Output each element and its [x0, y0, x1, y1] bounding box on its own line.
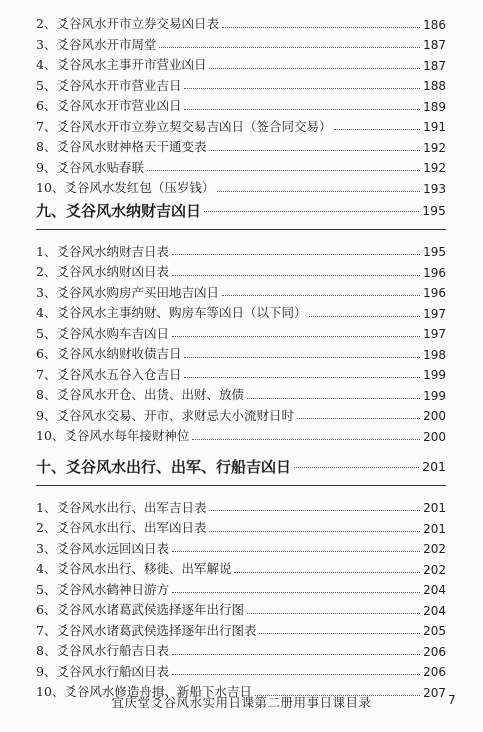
toc-entry-page: 206 [423, 644, 446, 659]
toc-entry-page: 199 [423, 388, 446, 403]
toc-entry-title: 1、爻谷风水出行、出军吉日表 [36, 499, 207, 515]
toc-entry-title: 10、爻谷风水发红包（压岁钱） [36, 180, 215, 195]
toc-entry-title: 3、爻谷风水购房产买田地吉凶日 [36, 284, 219, 300]
toc-entry[interactable] [36, 422, 446, 443]
toc-entry[interactable] [36, 113, 446, 134]
toc-entry[interactable] [36, 31, 446, 52]
section-heading-10[interactable] [36, 451, 446, 486]
toc-entry-title: 5、爻谷风水鹤神日游方 [36, 581, 169, 597]
toc-entry[interactable] [36, 361, 446, 382]
toc-entry-title: 6、爻谷风水诸葛武侯选择逐年出行图 [36, 602, 244, 617]
dot-leader [184, 357, 420, 358]
toc-entry-page: 207 [423, 685, 446, 700]
toc-entry[interactable] [36, 10, 446, 31]
toc-entry-page: 187 [423, 58, 446, 73]
dot-leader [192, 439, 420, 440]
toc-entry-title: 6、爻谷风水纳财收债吉日 [36, 346, 182, 361]
dot-leader [209, 68, 420, 69]
toc-entry[interactable] [36, 596, 446, 617]
toc-entry-title: 4、爻谷风水主事纳财、购房车等凶日（以下同） [36, 305, 307, 320]
toc-entry-title: 9、爻谷风水贴春联 [36, 159, 144, 175]
toc-entry-page: 200 [423, 409, 446, 423]
toc-entry-page: 192 [423, 161, 446, 175]
dot-leader [159, 47, 420, 48]
toc-entry[interactable] [36, 555, 446, 576]
dot-leader [222, 295, 420, 296]
dot-leader [259, 633, 420, 634]
section-heading-9[interactable] [36, 195, 446, 230]
table-of-contents [36, 10, 446, 699]
toc-entry-title: 5、爻谷风水开市营业吉日 [36, 77, 182, 93]
dot-leader [172, 674, 420, 675]
toc-entry[interactable] [36, 494, 446, 515]
toc-entry-title: 2、爻谷风水纳财凶日表 [36, 264, 169, 279]
toc-entry-title: 4、爻谷风水主事开市营业凶日 [36, 57, 207, 72]
toc-entry[interactable] [36, 258, 446, 279]
toc-entry-page: 196 [423, 286, 446, 300]
dot-leader [172, 551, 420, 552]
toc-entry-page: 197 [423, 306, 446, 321]
toc-entry[interactable] [36, 658, 446, 679]
toc-entry-page: 195 [423, 245, 446, 259]
toc-entry-page: 205 [423, 624, 446, 638]
section-page: 201 [422, 459, 446, 475]
toc-entry-page: 201 [423, 501, 446, 515]
dot-leader [309, 316, 420, 317]
toc-entry-page: 204 [423, 583, 446, 597]
dot-leader [172, 254, 420, 255]
section-title: 十、爻谷风水出行、出军、行船吉凶日 [36, 458, 292, 476]
toc-entry-title: 2、爻谷风水出行、出军凶日表 [36, 520, 207, 535]
toc-entry-title: 8、爻谷风水开仓、出货、出财、放债 [36, 387, 244, 402]
toc-group-section-9 [36, 238, 446, 443]
dot-leader [172, 592, 420, 593]
toc-entry[interactable] [36, 92, 446, 113]
toc-entry-page: 199 [423, 368, 446, 382]
toc-entry-page: 196 [423, 265, 446, 280]
toc-entry-page: 191 [423, 120, 446, 134]
toc-entry[interactable] [36, 514, 446, 535]
toc-entry-page: 204 [423, 603, 446, 618]
toc-entry-title: 7、爻谷风水五谷入仓吉日 [36, 366, 182, 382]
toc-entry-title: 7、爻谷风水开市立券立契交易吉凶日（签合同交易） [36, 118, 332, 134]
dot-leader [184, 88, 420, 89]
dot-leader [217, 191, 420, 192]
toc-entry-page: 200 [423, 429, 446, 444]
toc-entry[interactable] [36, 402, 446, 423]
dot-leader [334, 129, 420, 130]
toc-entry-title: 5、爻谷风水购车吉凶日 [36, 325, 169, 341]
toc-entry-title: 7、爻谷风水诸葛武侯选择逐年出行图表 [36, 622, 257, 638]
dot-leader [209, 510, 420, 511]
section-title: 九、爻谷风水纳财吉凶日 [36, 202, 202, 220]
toc-entry[interactable] [36, 535, 446, 556]
dot-leader [172, 336, 420, 337]
toc-entry[interactable] [36, 381, 446, 402]
toc-entry[interactable] [36, 320, 446, 341]
toc-entry-page: 201 [423, 521, 446, 536]
toc-entry[interactable] [36, 637, 446, 658]
toc-entry[interactable] [36, 72, 446, 93]
toc-group-continued [36, 10, 446, 195]
toc-entry-page: 202 [423, 562, 446, 577]
toc-entry-title: 4、爻谷风水出行、移徙、出军解说 [36, 561, 232, 576]
dot-leader [247, 398, 420, 399]
toc-entry-page: 189 [423, 99, 446, 114]
toc-entry-page: 188 [423, 79, 446, 93]
dot-leader [209, 531, 420, 532]
page-number: 7 [448, 693, 456, 707]
toc-entry[interactable] [36, 279, 446, 300]
dot-leader [247, 613, 420, 614]
page-footer: 宜庆堂爻谷风水实用日课第二册用事日课目录 [111, 695, 372, 710]
dot-leader [147, 170, 420, 171]
toc-entry-title: 1、爻谷风水纳财吉日表 [36, 243, 169, 259]
dot-leader [297, 418, 420, 419]
toc-entry-title: 2、爻谷风水开市立券交易凶日表 [36, 16, 219, 31]
toc-entry-title: 8、爻谷风水财神格天干通变表 [36, 139, 207, 154]
toc-group-section-10 [36, 494, 446, 699]
toc-entry[interactable] [36, 133, 446, 154]
toc-entry-title: 9、爻谷风水交易、开市、求财忌大小流财日时 [36, 407, 294, 423]
toc-entry-title: 3、爻谷风水开市周堂 [36, 36, 157, 52]
toc-entry-page: 197 [423, 327, 446, 341]
dot-leader [234, 572, 420, 573]
toc-entry-page: 193 [423, 181, 446, 196]
dot-leader [184, 109, 420, 110]
dot-leader [222, 27, 420, 28]
toc-entry-title: 10、爻谷风水每年接财神位 [36, 428, 190, 443]
dot-leader [204, 211, 419, 212]
toc-entry-title: 9、爻谷风水行船凶日表 [36, 663, 169, 679]
toc-entry[interactable] [36, 174, 446, 195]
toc-entry[interactable] [36, 154, 446, 175]
dot-leader [209, 150, 420, 151]
toc-entry-title: 10、爻谷风水修造舟揖、新船下水吉日 [36, 684, 252, 699]
toc-entry-title: 3、爻谷风水远回凶日表 [36, 540, 169, 556]
toc-entry[interactable] [36, 51, 446, 72]
dot-leader [294, 467, 419, 468]
dot-leader [184, 377, 420, 378]
section-page: 195 [422, 203, 446, 219]
dot-leader [172, 654, 420, 655]
toc-entry-title: 6、爻谷风水开市营业凶日 [36, 98, 182, 113]
toc-entry[interactable] [36, 576, 446, 597]
toc-entry-page: 202 [423, 542, 446, 556]
toc-entry[interactable] [36, 238, 446, 259]
toc-entry-page: 192 [423, 140, 446, 155]
toc-entry-page: 186 [423, 17, 446, 32]
toc-entry-title: 8、爻谷风水行船吉日表 [36, 643, 169, 658]
toc-entry-page: 187 [423, 38, 446, 52]
dot-leader [172, 275, 420, 276]
toc-entry[interactable] [36, 617, 446, 638]
toc-entry-page: 198 [423, 347, 446, 362]
toc-entry[interactable] [36, 340, 446, 361]
toc-entry[interactable] [36, 299, 446, 320]
toc-entry-page: 206 [423, 665, 446, 679]
